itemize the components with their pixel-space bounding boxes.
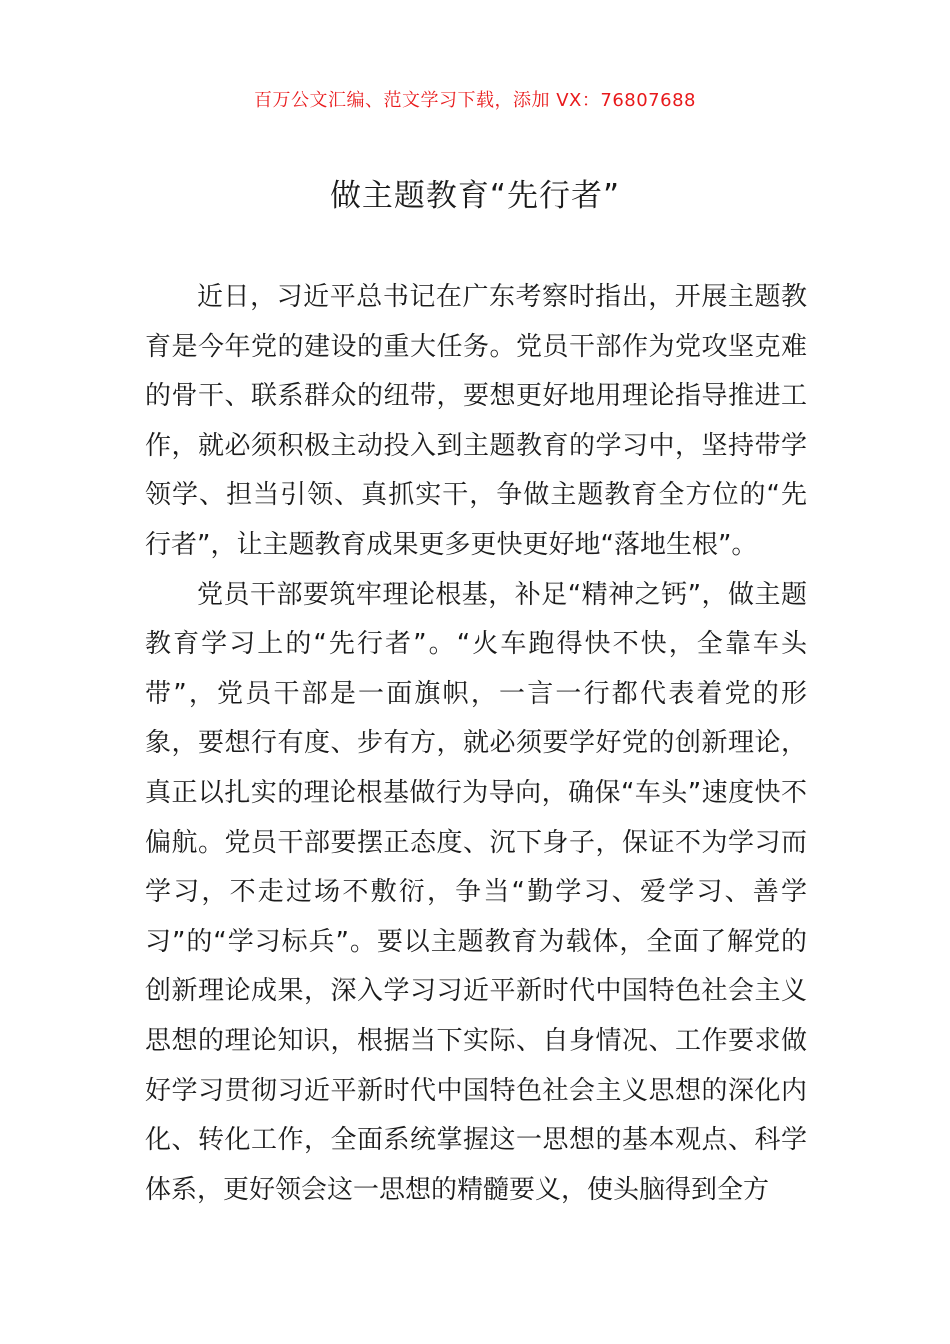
paragraph-2: 党员干部要筑牢理论根基，补足“精神之钙”，做主题教育学习上的“先行者”。“火车跑得快不快，全靠车头带”，党员干部是一面旗帜，一言一行都代表着党的形象，要想行有度、步有方，就必须要学好党的创新理论，真正以扎实的理论根基做行为导向，确保“车头”速度快不偏航。党员干部要摆正态度、沉下身子，保证不为学习而学习，不走过场不敷衍，争当“勤学习、爱学习、善学习”的“学习标兵”。要以主题教育为载体，全面了解党的创新理论成果，深入学习习近平新时代中国特色社会主义思想的理论知识，根据当下实际、自身情况、工作要求做好学习贯彻习近平新时代中国特色社会主义思想的深化内化、转化工作，全面系统掌握这一思想的基本观点、科学体系，更好领会这一思想的精髓要义，使头脑得到全方: [145, 579, 807, 1205]
paragraph-1: 近日，习近平总书记在广东考察时指出，开展主题教育是今年党的建设的重大任务。党员干部作为党攻坚克难的骨干、联系群众的纽带，要想更好地用理论指导推进工作，就必须积极主动投入到主题教育的学习中，坚持带学领学、担当引领、真抓实干，争做主题教育全方位的“先行者”，让主题教育成果更多更快更好地“落地生根”。: [145, 282, 807, 560]
document-body: [145, 273, 807, 1215]
document-title: 做主题教育“先行者”: [329, 178, 621, 214]
header-banner: 百万公文汇编、范文学习下载，添加 VX：76807688: [254, 90, 696, 111]
